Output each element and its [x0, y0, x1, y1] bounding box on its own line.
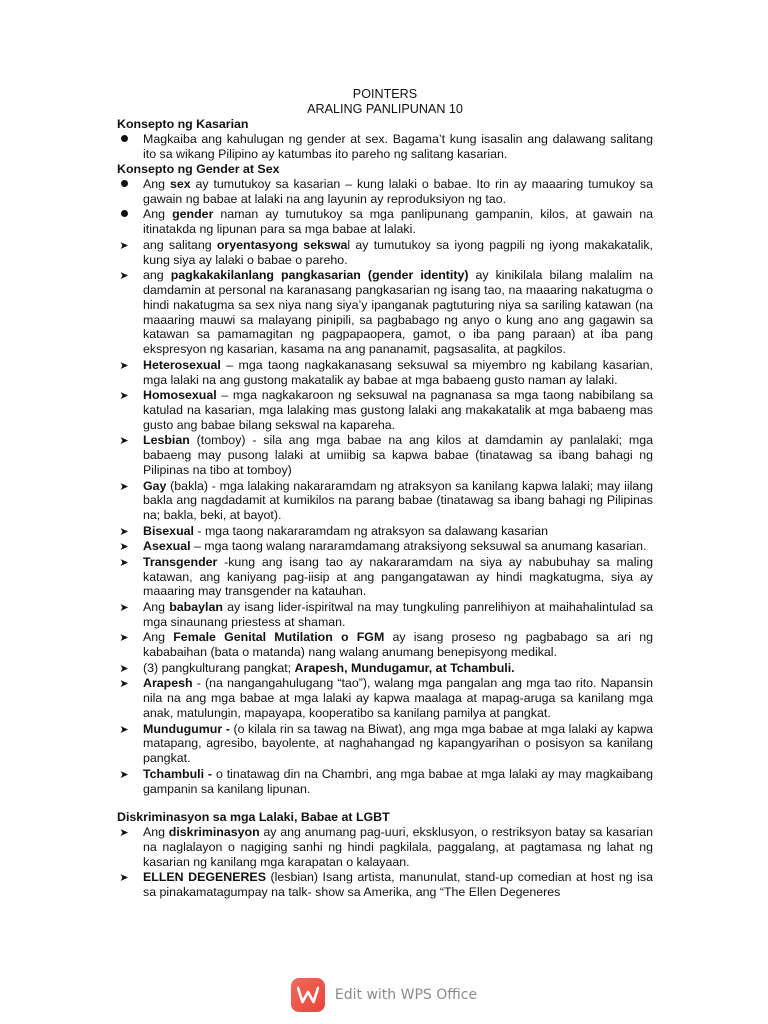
bullet-arrow-icon — [117, 870, 131, 886]
item-term: Tchambuli - — [143, 766, 213, 781]
list-item — [117, 825, 653, 869]
item-text: (bakla) - mga lalaking nakararamdam ng atraksyon sa kanilang kapwa lalaki; may iilang bakla ang nagdadamit at kumikilos na parang babae (tinatawag sa ibang bahagi ng Pilipinas na; bakla, beki, at bayot). — [143, 478, 653, 523]
bullet-arrow-icon — [117, 358, 131, 374]
wps-footer-label[interactable]: Edit with WPS Office — [334, 986, 478, 1003]
item-term: Lesbian — [143, 433, 190, 448]
list-item — [117, 358, 653, 388]
list-item — [117, 479, 653, 523]
item-term: Female Genital Mutilation o FGM — [173, 630, 385, 645]
bullet-arrow-icon — [117, 767, 131, 783]
list-item — [117, 600, 653, 630]
bullet-arrow-icon — [117, 238, 131, 254]
section-heading-kasarian: Konsepto ng Kasarian — [117, 117, 249, 131]
item-text: ay tumutukoy sa kasarian – kung lalaki o babae. Ito rin ay maaaring tumukoy sa gawain ng babae at lalaki na ang layunin ay reproduksiyon ng tao. — [143, 176, 653, 206]
section1-list — [117, 132, 653, 162]
list-item — [117, 539, 653, 554]
item-text: – mga taong nagkakanasang seksuwal sa miyembro ng kabilang kasarian, mga lalaki na ang gustong makatalik ay babae at mga babaeng gusto naman ay lalaki. — [143, 357, 653, 387]
bullet-arrow-icon — [117, 555, 131, 571]
item-term: Arapesh — [143, 676, 193, 691]
list-item — [117, 433, 653, 477]
document-page — [117, 87, 653, 901]
item-text: Ang — [143, 630, 174, 645]
item-term: Transgender — [143, 554, 218, 569]
item-term: pagkakakilanlang pangkasarian (gender identity) — [170, 268, 469, 283]
bullet-arrow-icon — [117, 722, 131, 738]
item-text: ay isang proseso ng pagbabago sa ari ng kababaihan (bata o matanda) nang walang anumang benepisyong medikal. — [143, 630, 653, 660]
bullet-dot-icon — [117, 132, 131, 147]
bullet-dot-icon — [117, 177, 131, 192]
item-text: ay kinikilala bilang malalim na damdamin at personal na karanasang pangkasarian ng isang tao, na maaaring nakatugma o hindi nakatugma sa sex niya nang siya’y ipanganak pagtuturing niya sa sariling katawan (na maaaring mauwi sa malayang pinipili, sa pagbabago ng anyo o kung ano ang gagawin sa katawan sa pamamagitan ng pagpapaopera, gamot, o iba pang paraan) at iba pang ekspresyon ng kasarian, kasama na ang pananamit, pagsasalita, at pagkilos. — [143, 268, 653, 357]
bullet-arrow-icon — [117, 388, 131, 404]
list-item — [117, 207, 653, 237]
item-term: Asexual — [143, 539, 191, 554]
list-item — [117, 524, 653, 539]
doc-title-line2: ARALING PANLIPUNAN 10 — [307, 102, 463, 116]
item-text: ay isang lider-ispiritwal na may tungkuling panrelihiyon at maihahalintulad sa mga sinaunang priestess at shaman. — [143, 600, 653, 629]
wps-logo-icon[interactable] — [291, 978, 325, 1012]
item-term: diskriminasyon — [168, 825, 260, 840]
item-text: ang — [143, 268, 171, 283]
item-text: Ang — [143, 600, 170, 615]
item-text: (tomboy) - sila ang mga babae na ang kilos at damdamin ay panlalaki; mga babaeng may pusong lalaki at umiibig sa kapwa babae (tinatawag sa ibang bahagi ng Pilipinas na tibo at tomboy) — [143, 433, 653, 477]
list-item — [117, 661, 653, 676]
item-term: babaylan — [169, 600, 223, 615]
list-item — [117, 268, 653, 357]
bullet-arrow-icon — [117, 433, 131, 449]
item-text: Magkaiba ang kahulugan ng gender at sex. Bagama’t kung isasalin ang dalawang salitang ito sa wikang Pilipino ay katumbas ito pareho ng salitang kasarian. — [143, 131, 653, 161]
item-text: – mga nagkakaroon ng seksuwal na pagnanasa sa mga taong nabibilang sa katulad na kasarian, mga lalaking mas gustong lalaki ang makakatalik at mga babaeng mas gusto ang babae bilang sekswal na kapareha. — [143, 388, 653, 432]
bullet-arrow-icon — [117, 825, 131, 841]
item-text: ay ang anumang pag-uuri, eksklusyon, o restriksyon batay sa kasarian na naglalayon o nagiging sanhi ng hindi pagkilala, paggalang, at pagtamasa ng lahat ng kasarian ng kanilang mga karapatan o kalayaan. — [143, 825, 653, 869]
item-text: -kung ang isang tao ay nakararamdam na siya ay nabubuhay sa maling katawan, ang kaniyang pag-iisip at ang pangangatawan ay hindi magkatugma, siya ay maaaring may transgender na katauhan. — [143, 554, 653, 599]
item-term: ELLEN DEGENERES — [143, 870, 266, 885]
section3-list — [117, 825, 653, 900]
item-text: naman ay tumutukoy sa mga panlipunang gampanin, kilos, at gawain na itinatakda ng lipunan para sa mga babae at lalaki. — [143, 207, 653, 237]
item-text: (3) pangkulturang pangkat; — [143, 660, 295, 675]
item-term: gender — [172, 207, 214, 222]
wps-w-glyph-icon — [297, 986, 319, 1004]
list-item — [117, 177, 653, 207]
item-term: Bisexual — [143, 523, 194, 538]
section-heading-gender-sex: Konsepto ng Gender at Sex — [117, 162, 280, 177]
list-item — [117, 767, 653, 797]
item-text: (o kilala rin sa tawag na Biwat), ang mga mga babae at mga lalaki ay kapwa matapang, agresibo, bayolente, at naghahangad ng kapangyarihan o posisyon sa kanilang pangkat. — [143, 721, 653, 766]
list-item — [117, 722, 653, 766]
wps-footer[interactable] — [0, 975, 768, 1015]
bullet-arrow-icon — [117, 539, 131, 555]
section2-list — [117, 177, 653, 796]
list-item — [117, 238, 653, 268]
item-text: - (na nangangahulugang “tao”), walang mga pangalan ang mga tao rito. Napansin nila na ang mga babae at mga lalaki ay kapwa maalaga at mapag-aruga sa kanilang mga anak, matulungin, mapayapa, kooperatibo sa kanilang pamilya at pangkat. — [143, 676, 653, 721]
item-text: l ay tumutukoy sa iyong pagpili ng iyong makakatalik, kung siya ay lalaki o babae o pareho. — [143, 237, 653, 267]
item-text: Ang — [143, 207, 173, 222]
section-heading-diskriminasyon: Diskriminasyon sa mga Lalaki, Babae at LGBT — [117, 810, 390, 825]
item-text: – mga taong walang nararamdamang atraksiyong seksuwal sa anumang kasarian. — [190, 539, 647, 554]
list-item — [117, 132, 653, 162]
item-text: Ang — [143, 825, 169, 840]
item-text: Ang — [143, 176, 170, 191]
item-term: Gay — [143, 478, 167, 493]
bullet-arrow-icon — [117, 630, 131, 646]
bullet-arrow-icon — [117, 661, 131, 677]
doc-title-line1: POINTERS — [352, 87, 418, 101]
list-item — [117, 555, 653, 599]
bullet-arrow-icon — [117, 524, 131, 540]
bullet-arrow-icon — [117, 600, 131, 616]
item-text: (lesbian) Isang artista, manunulat, stand-up comedian at host ng isa sa pinakamatagumpay na talk- show sa Amerika, ang “The Ellen Degeneres — [143, 870, 653, 900]
list-item — [117, 870, 653, 900]
bullet-arrow-icon — [117, 479, 131, 495]
item-text: o tinatawag din na Chambri, ang mga babae at mga lalaki ay may magkaibang gampanin sa kanilang lipunan. — [143, 766, 653, 796]
item-text: - mga taong nakararamdam ng atraksyon sa dalawang kasarian — [193, 523, 548, 538]
item-term: Homosexual — [143, 388, 217, 403]
item-term: Mundugumur - — [143, 721, 230, 736]
item-term: Arapesh, Mundugamur, at Tchambuli. — [294, 660, 515, 675]
bullet-dot-icon — [117, 207, 131, 222]
item-term: Heterosexual — [143, 357, 221, 372]
bullet-arrow-icon — [117, 676, 131, 692]
list-item — [117, 388, 653, 432]
item-term: oryentasyong sekswa — [216, 237, 348, 252]
item-text: ang salitang — [143, 237, 217, 252]
item-term: sex — [169, 176, 191, 191]
list-item — [117, 630, 653, 660]
bullet-arrow-icon — [117, 268, 131, 284]
list-item — [117, 676, 653, 720]
